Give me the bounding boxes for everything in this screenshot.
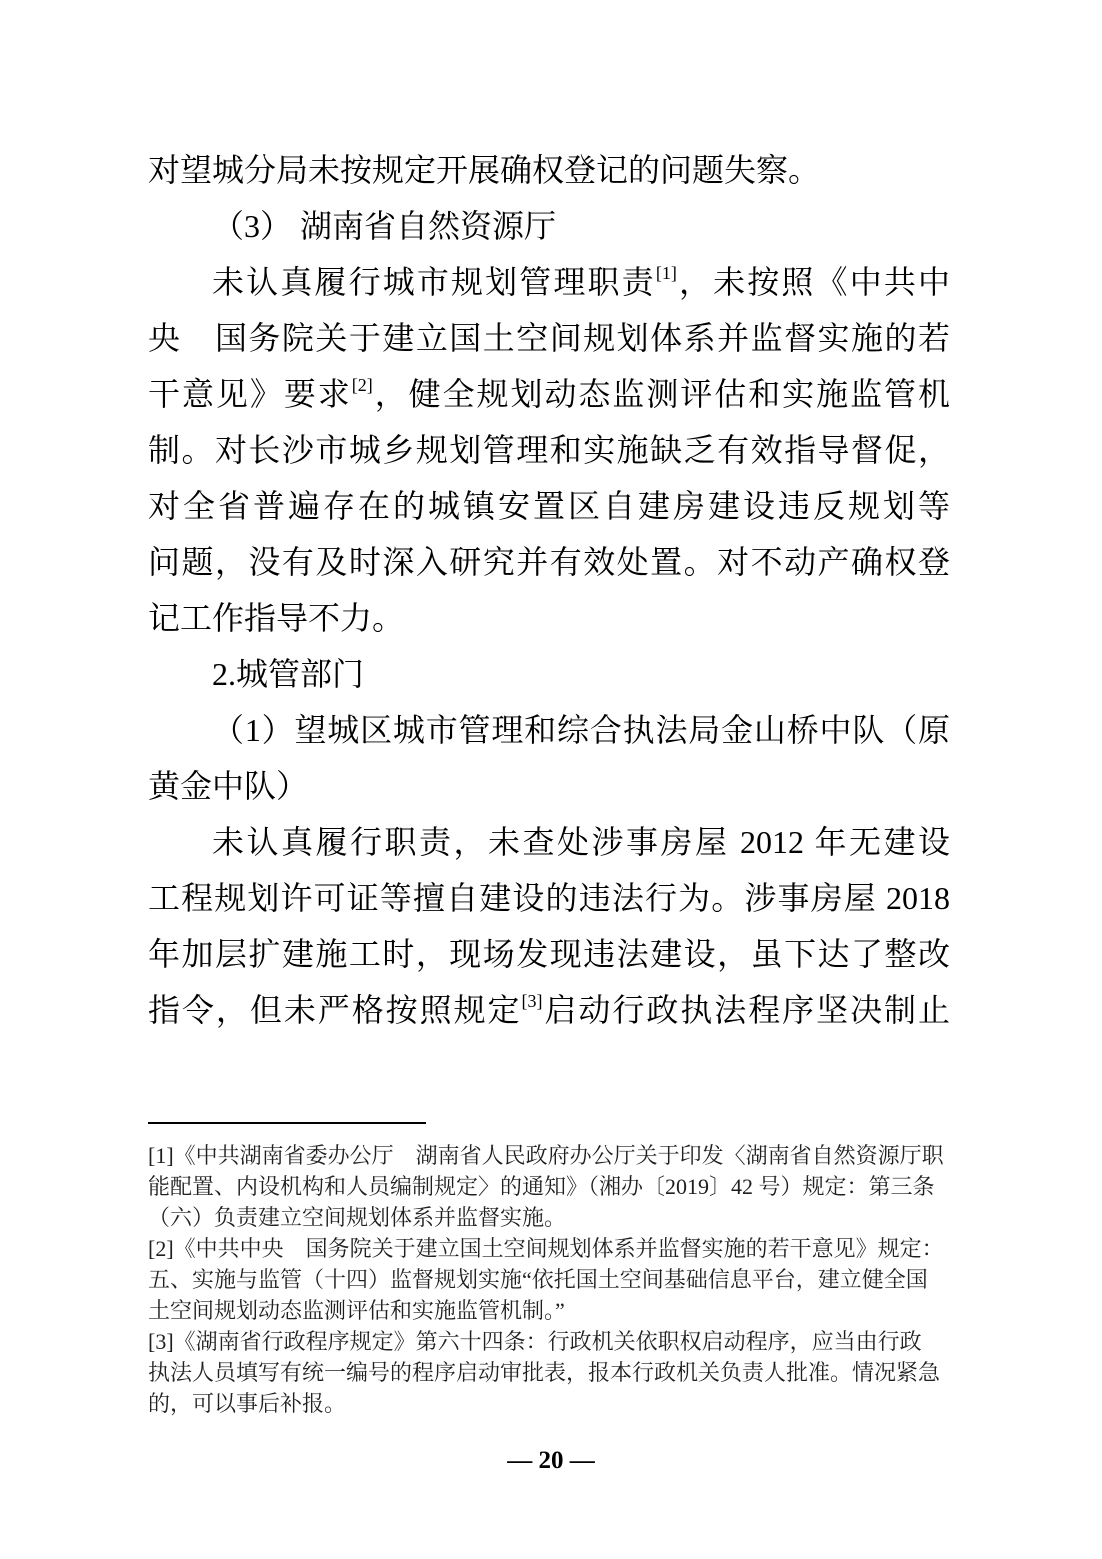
- footnotes-section: [148, 1140, 958, 1419]
- body-line: 问题，没有及时深入研究并有效处置。对不动产确权登: [148, 544, 950, 580]
- body-text-segment: 启动行政执法程序坚决制止: [542, 992, 950, 1028]
- body-line: 对望城分局未按规定开展确权登记的问题失察。: [148, 152, 821, 188]
- body-line: 工程规划许可证等擅自建设的违法行为。涉事房屋 2018: [148, 880, 950, 916]
- footnote-ref-2: [2]: [351, 375, 373, 395]
- body-line-heading: （3） 湖南省自然资源厅: [212, 208, 557, 244]
- footnote-ref-1: [1]: [655, 263, 677, 283]
- body-line: 制。对长沙市城乡规划管理和实施缺乏有效指导督促，: [148, 432, 950, 468]
- footnote-3: [148, 1326, 958, 1419]
- body-text-segment: 干意见》要求: [148, 376, 352, 412]
- body-line-heading: 黄金中队）: [148, 768, 309, 804]
- footnote-1: [148, 1140, 958, 1233]
- body-line-heading: （1）望城区城市管理和综合执法局金山桥中队（原: [212, 712, 950, 748]
- body-line: [148, 254, 950, 310]
- footnote-line: 土空间规划动态监测评估和实施监管机制。”: [148, 1298, 565, 1323]
- body-line: 对全省普遍存在的城镇安置区自建房建设违反规划等: [148, 488, 950, 524]
- footnote-line: [2]《中共中央 国务院关于建立国土空间规划体系并监督实施的若干意见》规定：: [148, 1236, 944, 1261]
- body-line: 记工作指导不力。: [148, 600, 405, 636]
- body-text-segment: 未认真履行城市规划管理职责: [212, 264, 656, 300]
- footnote-line: 能配置、内设机构和人员编制规定〉的通知》（湘办〔2019〕42 号）规定：第三条: [148, 1174, 935, 1199]
- footnote-line: [3]《湖南省行政程序规定》第六十四条：行政机关依职权启动程序，应当由行政: [148, 1329, 922, 1354]
- body-line: 年加层扩建施工时，现场发现违法建设，虽下达了整改: [148, 936, 950, 972]
- body-line: 未认真履行职责，未查处涉事房屋 2012 年无建设: [212, 824, 950, 860]
- footnote-2: [148, 1233, 958, 1326]
- footnote-line: [1]《中共湖南省委办公厅 湖南省人民政府办公厅关于印发〈湖南省自然资源厅职: [148, 1143, 944, 1168]
- body-line: [148, 982, 950, 1038]
- footnote-separator: [148, 1122, 426, 1124]
- body-text-segment: 指令，但未严格按照规定: [148, 992, 522, 1028]
- footnote-ref-3: [3]: [521, 991, 543, 1011]
- body-line-heading: 2.城管部门: [212, 656, 365, 692]
- footnote-line: （六）负责建立空间规划体系并监督实施。: [148, 1205, 567, 1230]
- body-line: 央 国务院关于建立国土空间规划体系并监督实施的若: [148, 320, 950, 356]
- footnote-line: 执法人员填写有统一编号的程序启动审批表，报本行政机关负责人批准。情况紧急: [148, 1360, 941, 1385]
- document-body: [148, 142, 950, 1038]
- body-line: [148, 366, 950, 422]
- body-text-segment: ，健全规划动态监测评估和实施监管机: [372, 376, 950, 412]
- footnote-line: 五、实施与监管（十四）监督规划实施“依托国土空间基础信息平台，建立健全国: [148, 1267, 928, 1292]
- body-text-segment: ，未按照《中共中: [676, 264, 950, 300]
- page-number: — 20 —: [507, 1447, 595, 1474]
- footnote-line: 的，可以事后补报。: [148, 1391, 347, 1416]
